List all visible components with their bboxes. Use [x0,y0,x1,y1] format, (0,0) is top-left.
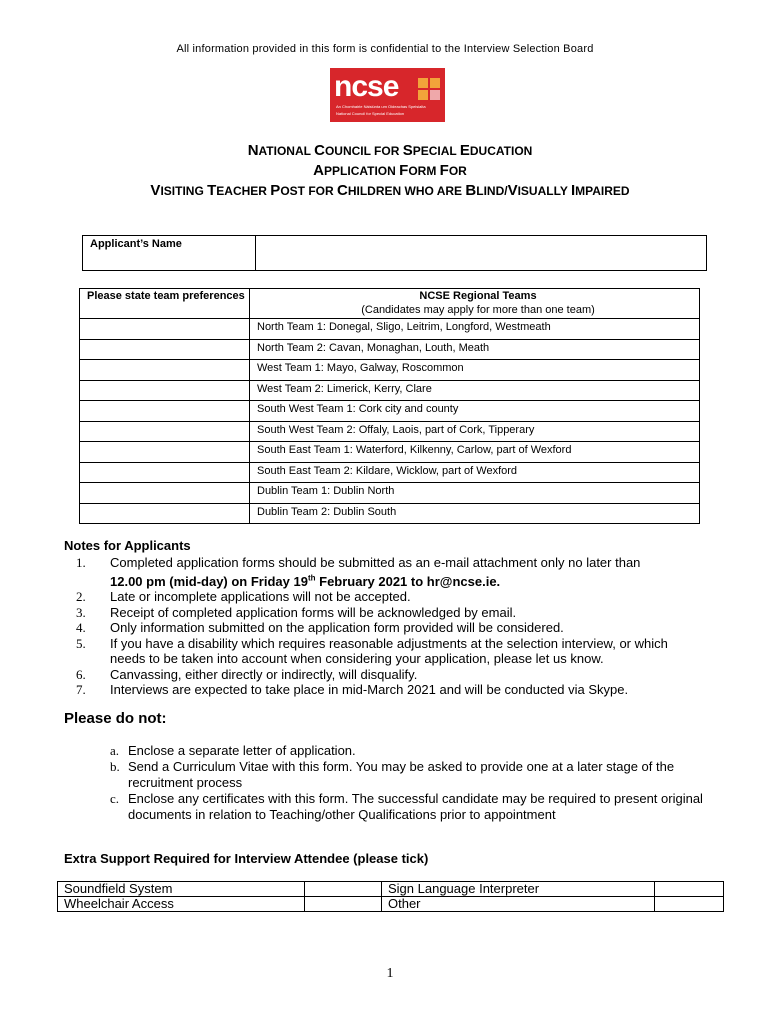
team-preference-cell[interactable] [80,319,250,340]
team-preferences-table [79,288,700,524]
team-label: South West Team 1: Cork city and county [250,401,700,422]
applicant-name-label: Applicant’s Name [83,236,256,271]
team-preference-cell[interactable] [80,462,250,483]
regional-teams-subheader: (Candidates may apply for more than one team) [361,304,595,316]
team-label: South West Team 2: Offaly, Laois, part of Cork, Tipperary [250,421,700,442]
support-tick-box[interactable] [305,882,382,897]
applicant-name-table [82,235,707,271]
confidentiality-notice: All information provided in this form is confidential to the Interview Selection Board [176,43,594,55]
team-preference-cell[interactable] [80,421,250,442]
title-line-2: APPLICATION FORM FOR [313,162,467,179]
support-tick-box[interactable] [655,882,724,897]
team-preference-cell[interactable] [80,442,250,463]
support-option-label: Sign Language Interpreter [382,882,655,897]
note-item: 2. Late or incomplete applications will not be accepted. [76,589,411,605]
team-label: North Team 1: Donegal, Sligo, Leitrim, Longford, Westmeath [250,319,700,340]
team-row [80,360,700,381]
dont-item: a. Enclose a separate letter of application. [110,743,356,758]
preferences-header: Please state team preferences [80,289,250,319]
page-number: 1 [386,966,394,981]
ncse-logo [330,68,445,122]
note-item: 6. Canvassing, either directly or indirectly, will disqualify. [76,666,418,682]
note-item: 3. Receipt of completed application forms will be acknowledged by email. [76,604,517,620]
logo-squares-icon [418,78,440,100]
note-item: 5. If you have a disability which requires reasonable adjustments at the selection interview, or which needs to be taken into account when considering your application, please let us know. [76,635,668,667]
team-row [80,319,700,340]
applicant-name-field[interactable] [256,236,707,271]
notes-list [64,555,704,698]
dont-item: c. Enclose any certificates with this form. The successful candidate may be required to present original documents in relation to Teaching/other Qualifications prior to appointment [110,791,703,822]
team-row [80,401,700,422]
title-line-1: NATIONAL COUNCIL FOR SPECIAL EDUCATION [247,142,533,159]
note-item: 7. Interviews are expected to take place in mid-March 2021 and will be conducted via Skype. [76,682,629,698]
team-row [80,503,700,524]
regional-teams-header: NCSE Regional Teams (Candidates may apply for more than one team) [250,289,700,319]
team-preference-cell[interactable] [80,339,250,360]
support-option-label: Soundfield System [58,882,305,897]
extra-support-heading: Extra Support Required for Interview Attendee (please tick) [64,851,429,866]
team-preference-cell[interactable] [80,380,250,401]
team-preference-cell[interactable] [80,401,250,422]
support-row [58,897,724,912]
logo-english-name: National Council for Special Education [336,111,405,116]
support-option-label: Wheelchair Access [58,897,305,912]
title-line-3: VISITING TEACHER POST FOR CHILDREN WHO ARE BLIND/VISUALLY IMPAIRED [150,182,630,199]
team-label: West Team 1: Mayo, Galway, Roscommon [250,360,700,381]
support-tick-box[interactable] [305,897,382,912]
please-do-not-heading: Please do not: [64,710,167,727]
team-preference-cell[interactable] [80,503,250,524]
team-preference-cell[interactable] [80,360,250,381]
team-label: North Team 2: Cavan, Monaghan, Louth, Meath [250,339,700,360]
support-row [58,882,724,897]
extra-support-table [57,881,724,912]
team-row [80,380,700,401]
team-label: Dublin Team 1: Dublin North [250,483,700,504]
team-label: West Team 2: Limerick, Kerry, Clare [250,380,700,401]
team-row [80,421,700,442]
note-item: 1. Completed application forms should be submitted as an e-mail attachment only no later than 12.00 pm (mid-day) on Friday 19th February 2021 to hr@ncse.ie. [76,555,641,589]
team-label: South East Team 2: Kildare, Wicklow, part of Wexford [250,462,700,483]
team-row [80,339,700,360]
team-preference-cell[interactable] [80,483,250,504]
team-label: South East Team 1: Waterford, Kilkenny, Carlow, part of Wexford [250,442,700,463]
please-do-not-list [110,743,715,823]
team-row [80,462,700,483]
notes-heading: Notes for Applicants [64,538,191,553]
team-row [80,483,700,504]
team-label: Dublin Team 2: Dublin South [250,503,700,524]
support-tick-box[interactable] [655,897,724,912]
support-option-label: Other [382,897,655,912]
logo-wordmark: ncse [334,70,399,103]
dont-item: b. Send a Curriculum Vitae with this form. You may be asked to provide one at a later stage of the recruitment process [110,759,675,790]
note-item: 4. Only information submitted on the application form provided will be considered. [76,620,564,636]
teams-header-row [80,289,700,319]
team-row [80,442,700,463]
logo-irish-name: An Chomhairle Náisiúnta um Oideachas Speisialta [336,104,426,109]
